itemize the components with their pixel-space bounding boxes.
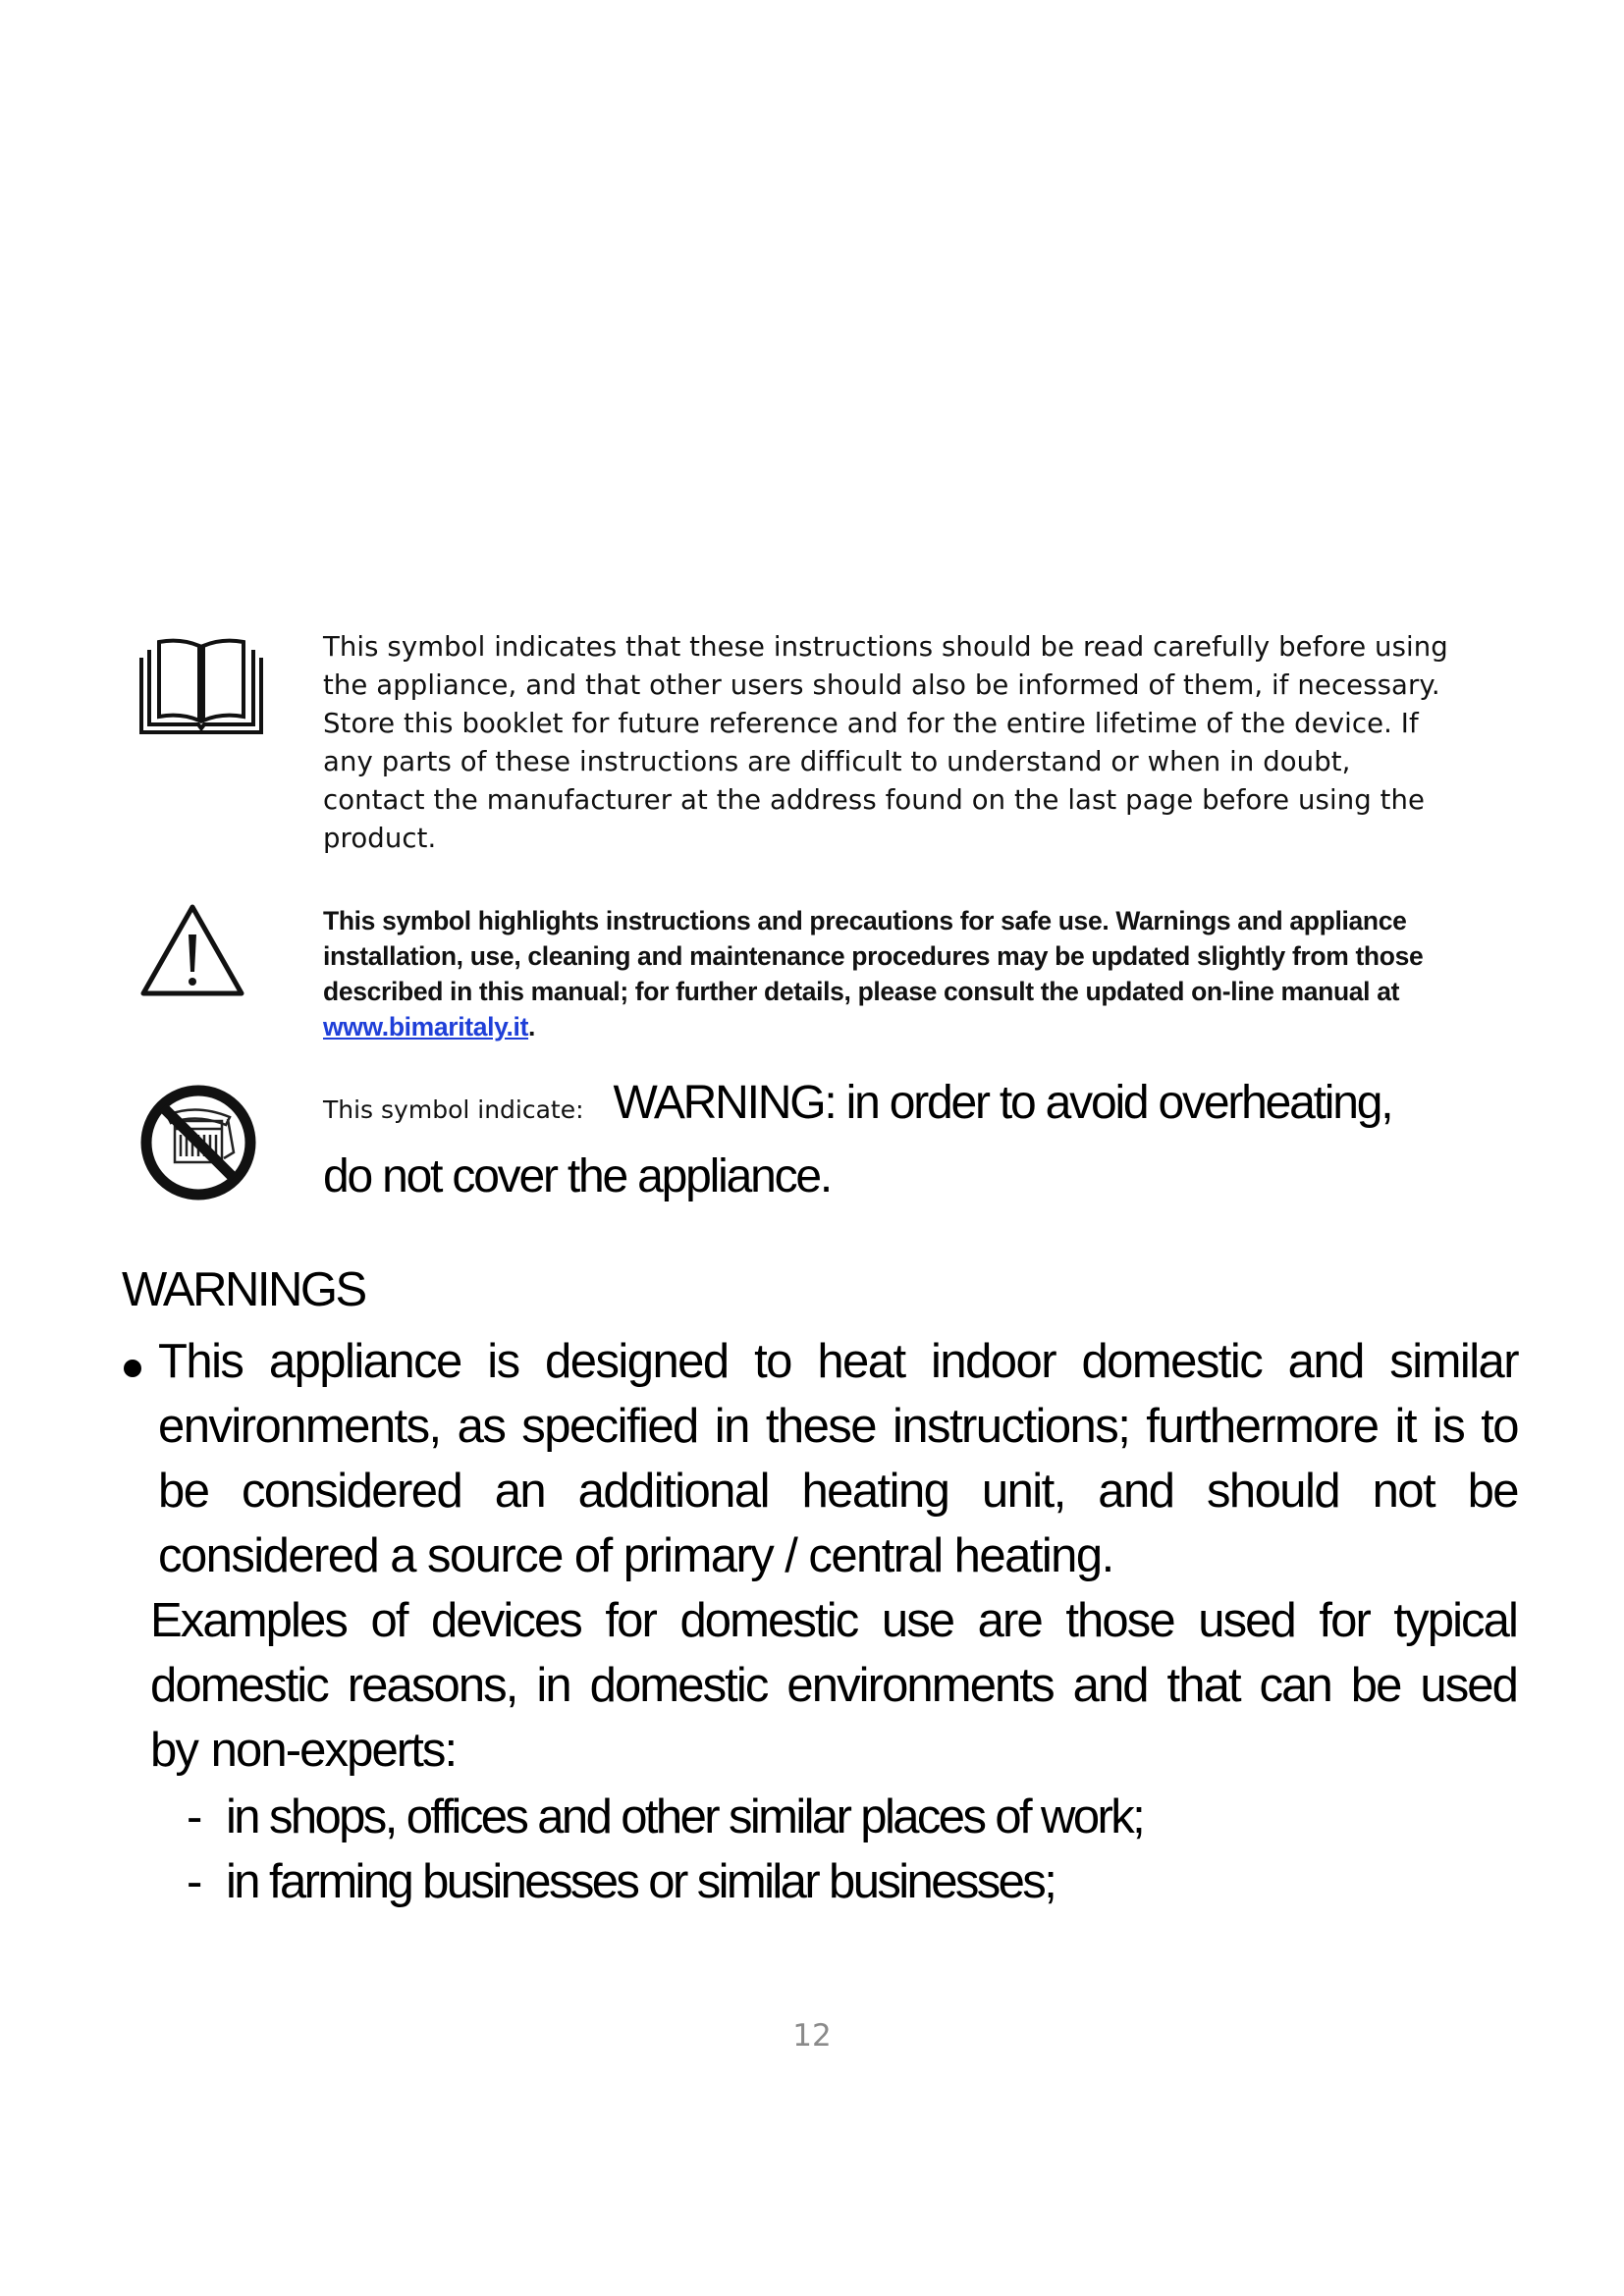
do-not-cover-text	[323, 1070, 1403, 1210]
safety-warning-text	[323, 903, 1452, 1044]
bullet-dot-icon	[124, 1360, 141, 1377]
warning-triangle-icon	[137, 901, 247, 999]
read-instructions-text: This symbol indicates that these instructions should be read carefully before using the appliance, and that other users should also be informed of them, if necessary. Store this booklet for future reference and for the entire lifetime of the device. If any parts of these instructions are difficult to understand or when in doubt, contact the manufacturer at the address found on the last page before using the product.	[323, 631, 1448, 854]
safety-warning-trailing: .	[528, 1012, 536, 1041]
open-book-icon	[137, 630, 265, 738]
do-not-cover-icon	[137, 1082, 259, 1203]
list-item: - in farming businesses or similar businesses;	[187, 1849, 1143, 1914]
do-not-cover-intro: This symbol indicate:	[323, 1095, 584, 1124]
warnings-heading: WARNINGS	[122, 1263, 365, 1316]
manual-website-link[interactable]: www.bimaritaly.it	[323, 1012, 529, 1041]
domestic-use-examples-text: Examples of devices for domestic use are those used for typical domestic reasons, in domestic environments and that can be used by non-experts:	[150, 1594, 1517, 1777]
list-item: - in shops, offices and other similar places of work;	[187, 1785, 1143, 1849]
page-number: 12	[792, 2018, 832, 2054]
warnings-bullet-text: This appliance is designed to heat indoor domestic and similar environments, as specified in these instructions; furthermore it is to be considered an additional heating unit, and should not be considered a source of primary / central heating.	[158, 1335, 1518, 1582]
safety-warning-body: This symbol highlights instructions and precautions for safe use. Warnings and appliance installation, use, cleaning and maintenance procedures may be updated slightly from those described in this manual; for further details, please consult the updated on-line manual at	[323, 906, 1424, 1006]
do-not-cover-warning: WARNING: in order to avoid overheating, do not cover the appliance.	[323, 1077, 1392, 1202]
examples-list	[187, 1785, 1143, 1914]
